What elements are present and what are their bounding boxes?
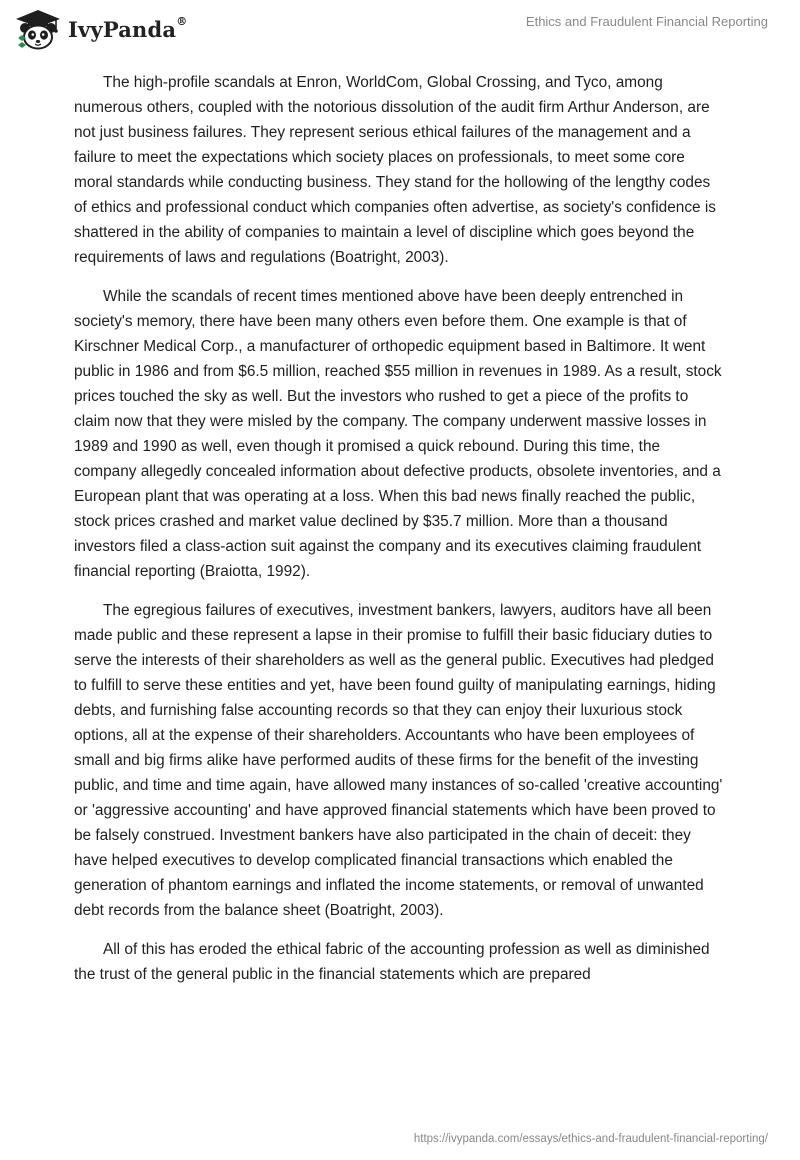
ivypanda-logo[interactable] xyxy=(14,8,187,50)
panda-graduate-icon xyxy=(14,8,62,50)
paragraph: While the scandals of recent times mentioned above have been deeply entrenched in society's memory, there have been many others even before them. One example is that of Kirschner Medical Corp., a manufacturer of orthopedic equipment based in Baltimore. It went public in 1986 and from $6.5 million, reached $55 million in revenues in 1989. As a result, stock prices touched the sky as well. But the investors who rushed to get a piece of the profits to claim now that they were misled by the company. The company underwent massive losses in 1989 and 1990 as well, even though it promised a quick rebound. During this time, the company allegedly concealed information about defective products, obsolete inventories, and a European plant that was operating at a loss. When this bad news finally reached the public, stock prices crashed and market value declined by $35.7 million. More than a thousand investors filed a class-action suit against the company and its executives claiming fraudulent financial reporting (Braiotta, 1992). xyxy=(74,288,722,580)
source-url-link[interactable]: https://ivypanda.com/essays/ethics-and-fraudulent-financial-reporting/ xyxy=(413,1133,768,1145)
paragraph: The egregious failures of executives, investment bankers, lawyers, auditors have all been made public and these represent a lapse in their promise to fulfill their basic fiduciary duties to serve the interests of their shareholders as well as the general public. Executives had pledged to fulfill to serve these entities and yet, have been found guilty of manipulating earnings, hiding debts, and furnishing false accounting records so that they can enjoy their luxurious stock options, all at the expense of their shareholders. Accountants who have been employees of small and big firms alike have performed audits of these firms for the benefit of the investing public, and time and time again, have allowed many instances of so-called 'creative accounting' or 'aggressive accounting' and have approved financial statements which have been proved to be falsely construed. Investment bankers have also participated in the chain of deceit: they have helped executives to develop complicated financial transactions which enabled the generation of phantom earnings and inflated the income statements, or removal of unwanted debt records from the balance sheet (Boatright, 2003). xyxy=(74,602,723,919)
document-title: Ethics and Fraudulent Financial Reporting xyxy=(525,14,768,29)
brand-name: IvyPanda® xyxy=(68,14,188,42)
page-header xyxy=(0,0,800,60)
essay-body xyxy=(74,70,726,1001)
paragraph: All of this has eroded the ethical fabric of the accounting profession as well as diminished the trust of the general public in the financial statements which are prepared xyxy=(74,941,710,983)
paragraph: The high-profile scandals at Enron, WorldCom, Global Crossing, and Tyco, among numerous others, coupled with the notorious dissolution of the audit firm Arthur Anderson, are not just business failures. They represent serious ethical failures of the management and a failure to meet the expectations which society places on professionals, to meet some core moral standards while conducting business. They stand for the hollowing of the lengthy codes of ethics and professional conduct which companies often advertise, as society's confidence is shattered in the ability of companies to maintain a level of discipline which goes beyond the requirements of laws and regulations (Boatright, 2003). xyxy=(74,74,717,266)
